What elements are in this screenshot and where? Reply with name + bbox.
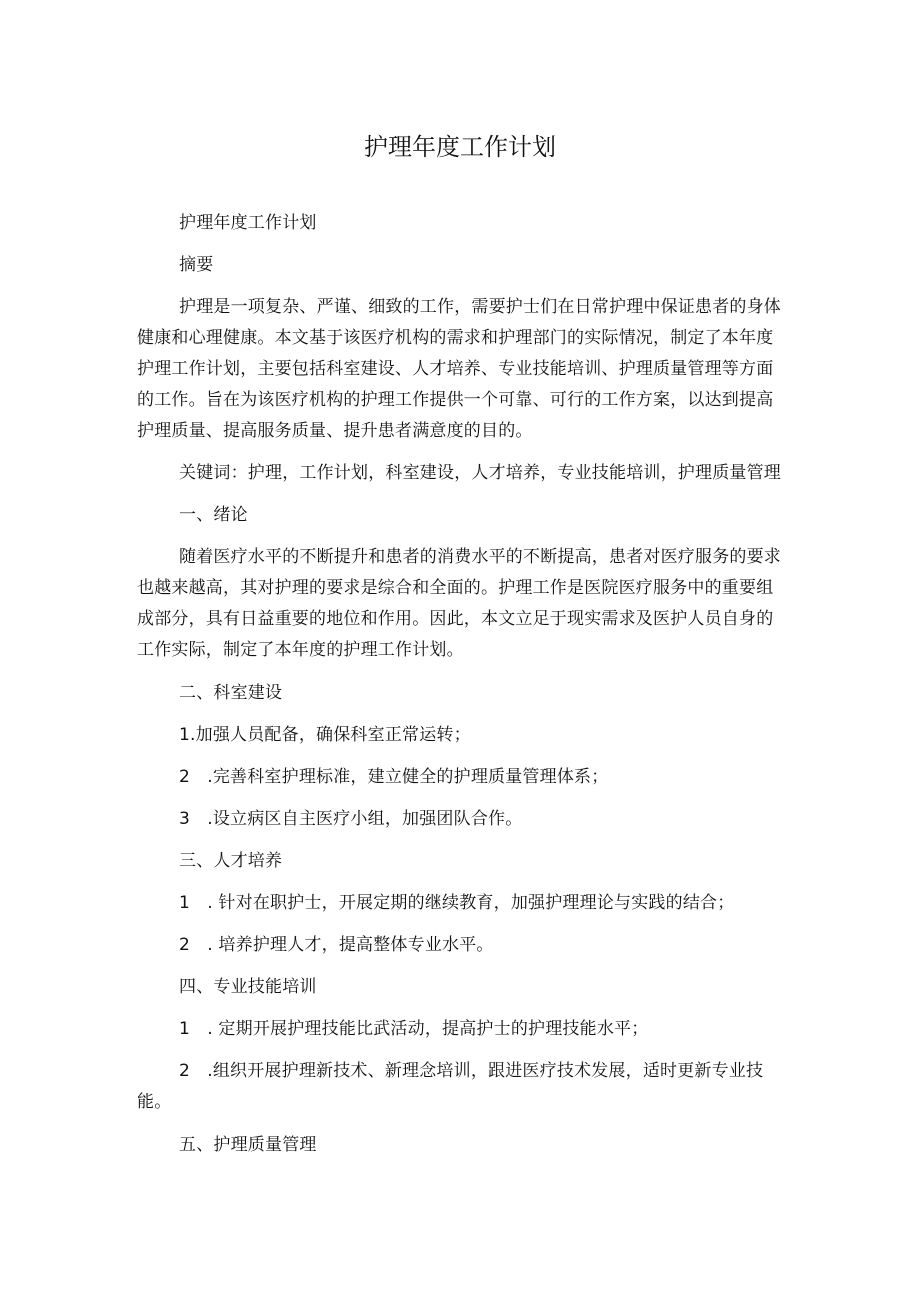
list-item: 2 .完善科室护理标准，建立健全的护理质量管理体系； [179, 767, 609, 787]
abstract-heading: 摘要 [179, 255, 214, 275]
section-heading-quality-management: 五、护理质量管理 [179, 1135, 317, 1155]
section-heading-skills-training: 四、专业技能培训 [179, 977, 317, 997]
document-body [137, 208, 782, 1161]
document-title: 护理年度工作计划 [364, 133, 556, 161]
list-item: 1 . 定期开展护理技能比武活动，提高护士的护理技能水平； [179, 1019, 649, 1039]
list-item: 1 . 针对在职护士，开展定期的继续教育，加强护理理论与实践的结合； [179, 893, 735, 913]
abstract-text: 护理是一项复杂、严谨、细致的工作，需要护士们在日常护理中保证患者的身体健康和心理健康。本文基于该医疗机构的需求和护理部门的实际情况，制定了本年度护理工作计划，主要包括科室建设、人才培养、专业技能培训、护理质量管理等方面的工作。旨在为该医疗机构的护理工作提供一个可靠、可行的工作方案，以达到提高护理质量、提高服务质量、提升患者满意度的目的。 [137, 297, 781, 441]
section-heading-introduction: 一、绪论 [179, 505, 248, 525]
keywords-line: 关键词：护理，工作计划，科室建设，人才培养，专业技能培训，护理质量管理 [179, 463, 781, 483]
list-item: 2 .组织开展护理新技术、新理念培训，跟进医疗技术发展，适时更新专业技能。 [137, 1061, 764, 1112]
section-heading-department-building: 二、科室建设 [179, 683, 283, 703]
document-subtitle: 护理年度工作计划 [179, 213, 317, 233]
list-item: 3 .设立病区自主医疗小组，加强团队合作。 [179, 809, 523, 829]
list-item: 2 . 培养护理人才，提高整体专业水平。 [179, 935, 494, 955]
list-item: 1.加强人员配备，确保科室正常运转； [179, 725, 471, 745]
section-heading-talent-training: 三、人才培养 [179, 851, 283, 871]
introduction-paragraph: 随着医疗水平的不断提升和患者的消费水平的不断提高，患者对医疗服务的要求也越来越高，其对护理的要求是综合和全面的。护理工作是医院医疗服务中的重要组成部分，具有日益重要的地位和作用。因此，本文立足于现实需求及医护人员自身的工作实际，制定了本年度的护理工作计划。 [137, 547, 781, 660]
